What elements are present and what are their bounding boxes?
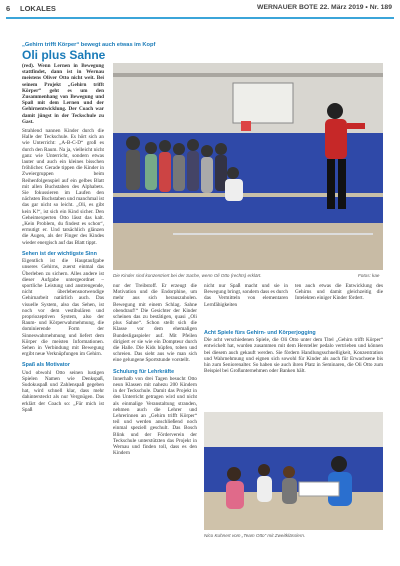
article-title: Oli plus Sahne	[22, 48, 106, 62]
subheading: Spaß als Motivator	[22, 362, 70, 369]
body-paragraph: ten auch etwas die Entwicklung des Gehirns und damit gleichzeitig die Intelekten einiger Kinder fördert.	[295, 283, 383, 302]
subheading: Schulung für Lehrkräfte	[113, 368, 175, 375]
info-box-text: Die acht verschiedenen Spiele, die Oli Otto unter dem Titel „Gehirn trifft Körper“ entwickelt hat, wurden zusammen mit dem Hersteller pedalo vertrieben und können bei diesem auch gekauft werden. Sie fördern Handlungsschnelligkeit, Konzentration und Wahrnehmung und eignen sich sowohl für Kinder als auch für Erwachsene bis hin zum Seniorenalter. So haben sie auch ihren Platz in Seminaren, die Oli Otto zum Beispiel bei Großunternehmen oder Banken hält.	[204, 337, 383, 375]
page-header	[0, 0, 400, 22]
body-paragraph: Und obwohl Otto seinen lustigen Spielen Namen wie Denkspaß, Sudokuspaß und Zahlenspaß gegeben hat, wird schnell klar, dass mehr dahintersteckt als nur Vergnügen. Das erklärt der Coach so: „Für mich ist Spaß	[22, 369, 104, 413]
article-column-4	[295, 283, 383, 323]
second-photo	[204, 412, 383, 530]
body-paragraph: Innerhalb von drei Tagen besucht Otto neun Klassen mit nahezu 200 Kindern in der Teckschule. Damit das Projekt in den Unterricht getragen wird und nicht als einmalige Veranstaltung stranden, nehmen auch die Lehrer und Lehrerinnen an „Gehirn trifft Körper“ teil und werden anschließend noch einmal speziell geschult. Das Bosch Blink und der Förderverein der Teckschule unterstützten das Projekt in Wernau und finden toll, dass es den Kindern	[113, 375, 197, 457]
issue-info: WERNAUER BOTE 22. März 2019 • Nr. 189	[257, 4, 392, 11]
body-paragraph: Eigentlich ist die Hauptaufgabe unseres Gehirns, zuerst einmal das Überleben zu sichern. Alles andere ist dieser Aufgabe untergeordnet – sportliche Leistung und anstrengende, nicht überlebensnotwendige Gehirnarbeit natürlich auch. Das visuelle System, also das Sehen, ist noch vor dem vestibulären und propriozeptiven System, also der Raum- und Körperwahrnehmung, die dominierende Form der Sinneswahrnehmung und liefert dem Körper die meisten Informationen. Sehen in Verbindung mit Bewegung ergibt neue Verknüpfungen im Gehirn.	[22, 258, 104, 358]
article-column-2	[113, 283, 197, 563]
article-kicker: „Gehirn trifft Körper“ bewegt auch etwas im Kopf	[22, 42, 156, 48]
header-rule	[6, 17, 394, 19]
section-name: LOKALES	[20, 4, 56, 13]
article-column-1	[22, 63, 104, 563]
info-box-heading: Acht Spiele fürs Gehirn- und Körperjogging	[204, 330, 316, 336]
subheading: Sehen ist der wichtigste Sinn	[22, 250, 97, 257]
page-number: 6	[6, 4, 11, 13]
body-paragraph: nicht nur Spaß macht und sie in Bewegung bringt, sondern dass es durch das Vermitteln von elementaren Lernfähigkeiten	[204, 283, 288, 308]
body-paragraph: Strahlend nannen Kinder durch die Halle der Teckschule. Es hört sich an wie Unterricht: „A-B-C-D“ groß es durch den Raum. Na ja, vielleicht nicht ganz wie Unterricht, sondern etwas lauter und auch ein kleines bisschen fröhlicher. Gerade tippen die Kinder in Zweiergruppen beim Reihenfolgenspiel auf ein gelbes Blatt mit allen Buchstaben des Alphabets. Sie fokussieren im Laufen den nächsten Buchstaben und manchmal ist das gar nicht so leicht. „Oli, es gibt kein K!“, ist sich ein Kind sicher. Den Geheimexperten Otto lässt das kalt. „Kein Problem, du findest es schon“, ermutigt er. Und tatsächlich glänzen die Augen, als der Finger des Kindes wieder energisch auf das Blatt tippt.	[22, 128, 104, 246]
main-photo	[113, 63, 383, 270]
photo-caption: Die Kinder sind konzentriert bei der Sache, wenn Oli Otto (rechts) erklärt.	[113, 273, 262, 278]
body-paragraph: nur der Treibstoff. Er erzeugt die Motivation und die Endorphine, um mehr aus sich herauszuholen. Bewegung mit einem Schlag. Sahne obendrauf!“ Die Gesichter der Kinder scheinen das zu bestätigen, quasi „Oli plus Sahne“. Schon stellt sich die Klasse vor dem ehemaligen Bundesligaspieler auf. Mit Pfeilen dirigiert er sie wie ein Dompteur durch die Halle. Die Kids hüpfen, toben und schreien. Das sieht aus wie man sich eine gelungene Sportstunde vorstellt.	[113, 283, 197, 364]
classroom-photo-illustration	[204, 412, 383, 530]
info-box	[204, 330, 383, 374]
article-column-3	[204, 283, 288, 323]
photo-credit: Fotos: kae	[358, 273, 380, 278]
lead-paragraph: (red). Wenn Lernen in Bewegung stattfindet, dann ist in Wernau meistens Oliver Otto nicht weit. Bei seinem Projekt „Gehirn trifft Körper“ geht es um den Zusammenhang von Bewegung und Spaß mit dem Lernen und der Gehirnentwicklung. Der Coach war damit jüngst in der Teckschule zu Gast.	[22, 63, 104, 125]
gym-photo-illustration	[113, 63, 383, 270]
second-photo-caption: Nico Kuhnert vom „Team Otto“ mit Zweitklässlern.	[204, 533, 306, 538]
